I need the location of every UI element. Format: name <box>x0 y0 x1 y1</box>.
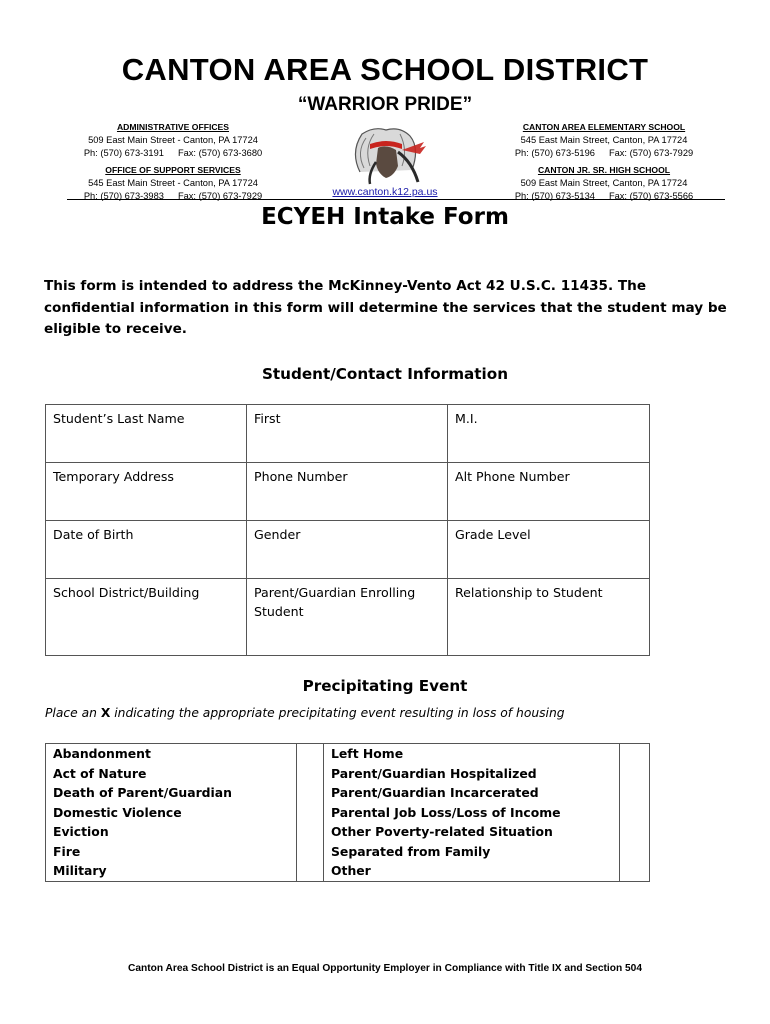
grade-level-field[interactable]: Grade Level <box>448 521 650 579</box>
event-checkbox[interactable] <box>620 803 650 823</box>
admin-offices-phone: Ph: (570) 673-3191 <box>83 148 164 158</box>
elementary-school-heading: CANTON AREA ELEMENTARY SCHOOL <box>522 122 686 132</box>
event-section-title: Precipitating Event <box>302 677 468 695</box>
event-label: Left Home <box>324 744 620 764</box>
high-school-address: 509 East Main Street, Canton, PA 17724 <box>520 178 688 188</box>
high-school-phone: Ph: (570) 673-5134 <box>514 191 595 201</box>
event-label: Abandonment <box>46 744 297 764</box>
warrior-logo <box>340 122 432 188</box>
event-checkbox[interactable] <box>297 783 324 803</box>
event-checkbox[interactable] <box>297 822 324 842</box>
gender-field[interactable]: Gender <box>247 521 448 579</box>
enrolling-guardian-field[interactable]: Parent/Guardian Enrolling Student <box>247 579 448 656</box>
elementary-school-address: 545 East Main Street, Canton, PA 17724 <box>520 135 688 145</box>
first-name-field[interactable]: First <box>247 405 448 463</box>
high-school-fax: Fax: (570) 673-5566 <box>608 191 694 201</box>
elementary-school-phone: Ph: (570) 673-5196 <box>514 148 595 158</box>
admin-offices-heading: ADMINISTRATIVE OFFICES <box>116 122 230 132</box>
event-label: Parental Job Loss/Loss of Income <box>324 803 620 823</box>
support-services-heading: OFFICE OF SUPPORT SERVICES <box>105 165 241 175</box>
event-label: Military <box>46 861 297 881</box>
event-checkbox[interactable] <box>297 803 324 823</box>
event-label: Parent/Guardian Incarcerated <box>324 783 620 803</box>
event-label: Other Poverty-related Situation <box>324 822 620 842</box>
admin-offices-block <box>66 121 280 160</box>
table-row <box>46 803 650 823</box>
footer-notice: Canton Area School District is an Equal Opportunity Employer in Compliance with Title IX and Section 504 <box>128 963 642 974</box>
phone-number-field[interactable]: Phone Number <box>247 463 448 521</box>
table-row <box>46 463 650 521</box>
event-label: Domestic Violence <box>46 803 297 823</box>
school-district-building-field[interactable]: School District/Building <box>46 579 247 656</box>
last-name-field[interactable]: Student’s Last Name <box>46 405 247 463</box>
alt-phone-number-field[interactable]: Alt Phone Number <box>448 463 650 521</box>
event-checkbox[interactable] <box>297 764 324 784</box>
precipitating-event-table <box>45 743 650 882</box>
event-checkbox[interactable] <box>620 842 650 862</box>
relationship-field[interactable]: Relationship to Student <box>448 579 650 656</box>
admin-offices-fax: Fax: (570) 673-3680 <box>177 148 263 158</box>
table-row <box>46 744 650 764</box>
district-motto: “WARRIOR PRIDE” <box>297 94 473 115</box>
instruction-text-end: indicating the appropriate precipitating event resulting in loss of housing <box>110 706 565 720</box>
event-checkbox[interactable] <box>620 822 650 842</box>
table-row <box>46 842 650 862</box>
contact-info-table <box>45 404 650 656</box>
date-of-birth-field[interactable]: Date of Birth <box>46 521 247 579</box>
event-checkbox[interactable] <box>297 861 324 881</box>
middle-initial-field[interactable]: M.I. <box>448 405 650 463</box>
event-checkbox[interactable] <box>297 842 324 862</box>
table-row <box>46 579 650 656</box>
instruction-x-mark: X <box>100 706 111 720</box>
support-services-block <box>66 164 280 203</box>
event-checkbox[interactable] <box>620 861 650 881</box>
event-label: Parent/Guardian Hospitalized <box>324 764 620 784</box>
event-checkbox[interactable] <box>620 783 650 803</box>
district-title: CANTON AREA SCHOOL DISTRICT <box>121 52 649 87</box>
table-row <box>46 405 650 463</box>
event-checkbox[interactable] <box>297 744 324 764</box>
event-label: Death of Parent/Guardian <box>46 783 297 803</box>
table-row <box>46 521 650 579</box>
event-instruction <box>45 706 565 720</box>
table-row <box>46 822 650 842</box>
support-services-fax: Fax: (570) 673-7929 <box>177 191 263 201</box>
event-checkbox[interactable] <box>620 764 650 784</box>
elementary-school-block <box>498 121 710 160</box>
event-checkbox[interactable] <box>620 744 650 764</box>
event-label: Eviction <box>46 822 297 842</box>
temporary-address-field[interactable]: Temporary Address <box>46 463 247 521</box>
table-row <box>46 764 650 784</box>
form-intro: This form is intended to address the McKinney-Vento Act 42 U.S.C. 11435. The confidential information in this form will determine the services that the student may be eligible to receive. <box>44 278 727 337</box>
event-label: Act of Nature <box>46 764 297 784</box>
header-divider <box>67 199 725 200</box>
table-row <box>46 861 650 881</box>
admin-offices-address: 509 East Main Street - Canton, PA 17724 <box>88 135 258 145</box>
event-label: Other <box>324 861 620 881</box>
support-services-address: 545 East Main Street - Canton, PA 17724 <box>88 178 258 188</box>
event-label: Separated from Family <box>324 842 620 862</box>
contact-section-title: Student/Contact Information <box>261 365 509 383</box>
table-row <box>46 783 650 803</box>
high-school-block <box>498 164 710 203</box>
high-school-heading: CANTON JR. SR. HIGH SCHOOL <box>537 165 671 175</box>
support-services-phone: Ph: (570) 673-3983 <box>83 191 164 201</box>
elementary-school-fax: Fax: (570) 673-7929 <box>608 148 694 158</box>
instruction-text-start: Place an <box>45 706 101 720</box>
form-title: ECYEH Intake Form <box>261 204 509 230</box>
district-website-link[interactable]: www.canton.k12.pa.us <box>332 186 438 198</box>
event-label: Fire <box>46 842 297 862</box>
